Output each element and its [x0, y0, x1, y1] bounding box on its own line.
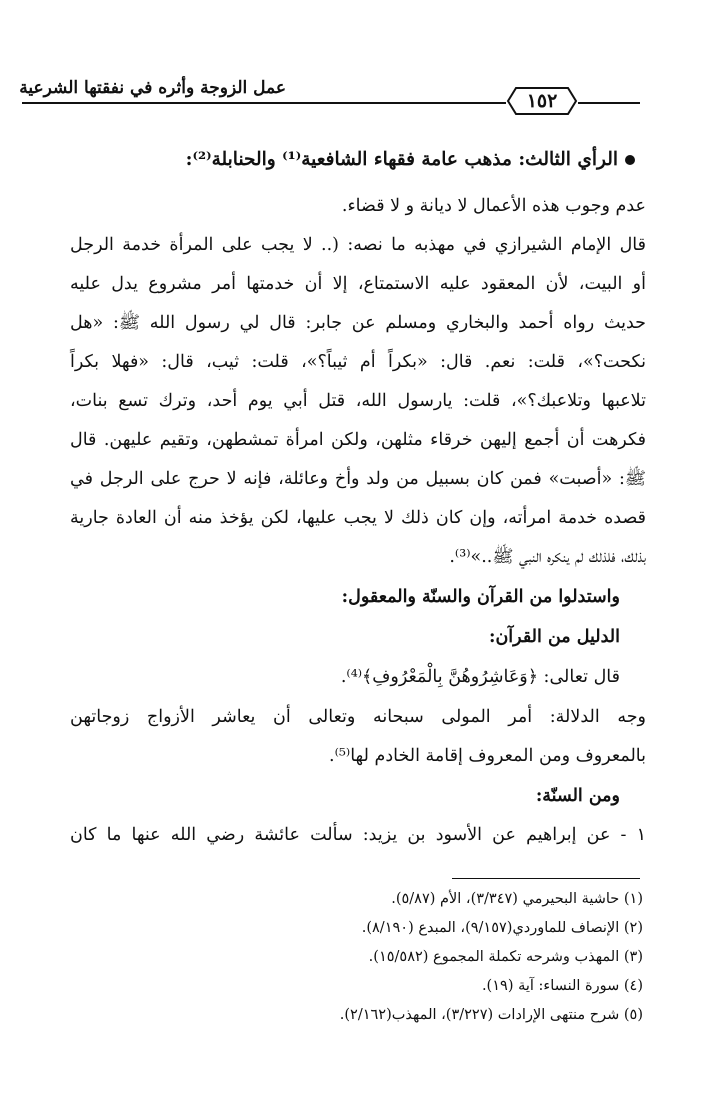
- footnote: (٤) سورة النساء: آية (١٩).: [481, 978, 643, 994]
- sunnah-heading: ومن السنّة:: [535, 786, 620, 806]
- footnote: (٢) الإنصاف للماوردي(٩/١٥٧)، المبدع (٨/١٩٠).: [361, 920, 643, 936]
- verse-line: قال تعالى: ﴿وَعَاشِرُوهُنَّ بِالْمَعْرُوفِ﴾⁽⁴⁾.: [340, 667, 620, 687]
- quran-heading: الدليل من القرآن:: [488, 627, 620, 647]
- footnote: (٥) شرح منتهى الإرادات (٣/٢٢٧)، المهذب(٢/١٦٢).: [339, 1007, 643, 1023]
- bullet-icon: [625, 155, 635, 165]
- hadith-line: ١ - عن إبراهيم عن الأسود بن يزيد: سألت عائشة رضي الله عنها ما كان: [70, 825, 646, 845]
- footnote: (١) حاشية البحيرمي (٣/٣٤٧)، الأم (٥/٨٧).: [391, 891, 643, 907]
- body-line: فكرهت أن أجمع إليهن خرقاء مثلهن، ولكن امرأة تمشطهن، وتقيم عليهن. قال: [70, 430, 646, 450]
- page-number: ١٥٢: [526, 90, 558, 112]
- footnote-separator: [452, 878, 640, 879]
- body-line: قصده خدمة امرأته، وإن كان ذلك لا يجب عليها، لكن يؤخذ منه أن العادة جارية: [70, 508, 646, 528]
- header-rule: [578, 102, 640, 104]
- evidence-heading: واستدلوا من القرآن والسنّة والمعقول:: [341, 587, 620, 607]
- page-number-badge: [506, 86, 578, 116]
- body-line: حديث رواه أحمد والبخاري ومسلم عن جابر: قال لي رسول الله ﷺ: «هل: [70, 313, 646, 333]
- running-title: عمل الزوجة وأثره في نفقتها الشرعية: [19, 78, 286, 98]
- body-line: نكحت؟»، قلت: نعم. قال: «بكراً أم ثيباً؟»، قلت: ثيب، قال: «فهلا بكراً: [70, 352, 646, 372]
- body-line: ﷺ: «أصبت» فمن كان بسبيل من ولد وأخ وعائلة، فإنه لا حرج على الرجل في: [70, 469, 646, 489]
- body-line: أو البيت، لأن المعقود عليه الاستمتاع، إلا أن خدمتها أمر مشروع يدل عليه: [70, 274, 646, 294]
- header-rule: [22, 102, 506, 104]
- inference-line: بالمعروف ومن المعروف إقامة الخادم لها⁽⁵⁾.: [329, 746, 646, 766]
- body-line: بذلك، فلذلك لم ينكره النبي ﷺ..»⁽³⁾.: [449, 547, 646, 567]
- inference-line: وجه الدلالة: أمر المولى سبحانه وتعالى أن يعاشر الأزواج زوجاتهن: [70, 707, 646, 727]
- footnote: (٣) المهذب وشرحه تكملة المجموع (١٥/٥٨٢).: [368, 949, 643, 965]
- body-line: تلاعبها وتلاعبك؟»، قلت: يارسول الله، قتل أبي يوم أحد، وترك تسع بنات،: [70, 391, 646, 411]
- body-line: قال الإمام الشيرازي في مهذبه ما نصه: (.. لا يجب على المرأة خدمة الرجل: [70, 235, 646, 255]
- body-line: عدم وجوب هذه الأعمال لا ديانة و لا قضاء.: [341, 196, 646, 216]
- opinion-heading: الرأي الثالث: مذهب عامة فقهاء الشافعية⁽¹⁾ والحنابلة⁽²⁾:: [185, 149, 618, 170]
